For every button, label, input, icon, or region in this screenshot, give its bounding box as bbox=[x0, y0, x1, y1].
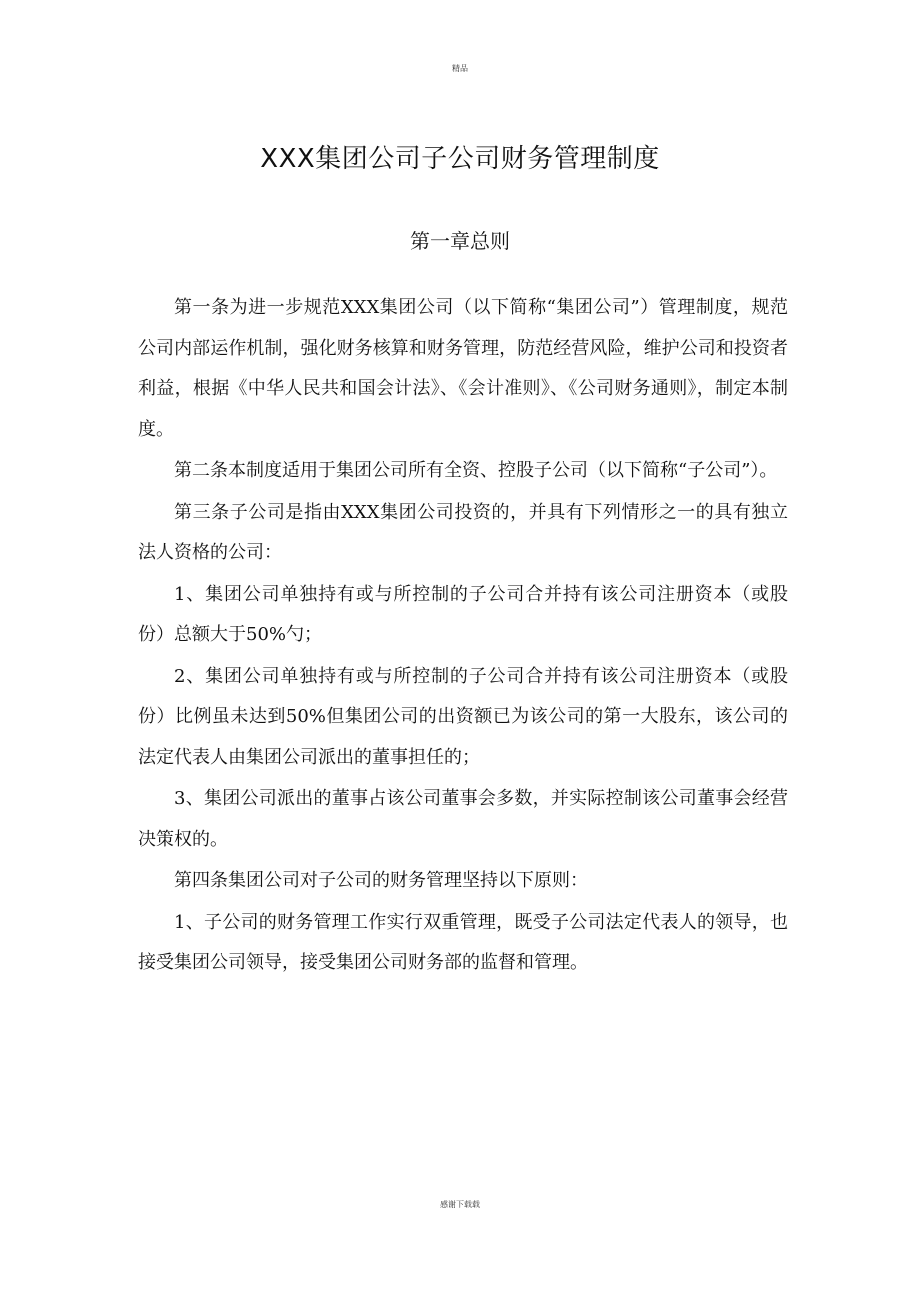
paragraph-article-3-item-3: 3、集团公司派出的董事占该公司董事会多数，并实际控制该公司董事会经营决策权的。 bbox=[138, 788, 788, 850]
paragraph-article-3: 第三条子公司是指由XXX集团公司投资的，并具有下列情形之一的具有独立法人资格的公司： bbox=[138, 501, 788, 563]
paragraph-article-3-item-1: 1、集团公司单独持有或与所控制的子公司合并持有该公司注册资本（或股份）总额大于50%勺； bbox=[138, 583, 788, 645]
paragraph-article-3-item-2: 2、集团公司单独持有或与所控制的子公司合并持有该公司注册资本（或股份）比例虽未达到50%但集团公司的出资额已为该公司的第一大股东，该公司的法定代表人由集团公司派出的董事担任的； bbox=[138, 665, 788, 768]
header-mark: 精品 bbox=[452, 64, 468, 73]
document-title: XXX集团公司子公司财务管理制度 bbox=[260, 144, 660, 174]
paragraph-article-1: 第一条为进一步规范XXX集团公司（以下简称“集团公司”）管理制度，规范公司内部运作机制，强化财务核算和财务管理，防范经营风险，维护公司和投资者利益，根据《中华人民共和国会计法》、《会计准则》、《公司财务通则》，制定本制度。 bbox=[138, 297, 788, 440]
paragraph-article-4: 第四条集团公司对子公司的财务管理坚持以下原则： bbox=[174, 870, 588, 891]
paragraph-article-4-item-1: 1、子公司的财务管理工作实行双重管理，既受子公司法定代表人的领导，也接受集团公司领导，接受集团公司财务部的监督和管理。 bbox=[138, 911, 788, 973]
document-body bbox=[138, 288, 788, 985]
chapter-title: 第一章总则 bbox=[410, 229, 510, 253]
paragraph-article-2: 第二条本制度适用于集团公司所有全资、控股子公司（以下简称“子公司”）。 bbox=[174, 460, 778, 481]
footer-mark: 感谢下载载 bbox=[440, 1200, 480, 1209]
